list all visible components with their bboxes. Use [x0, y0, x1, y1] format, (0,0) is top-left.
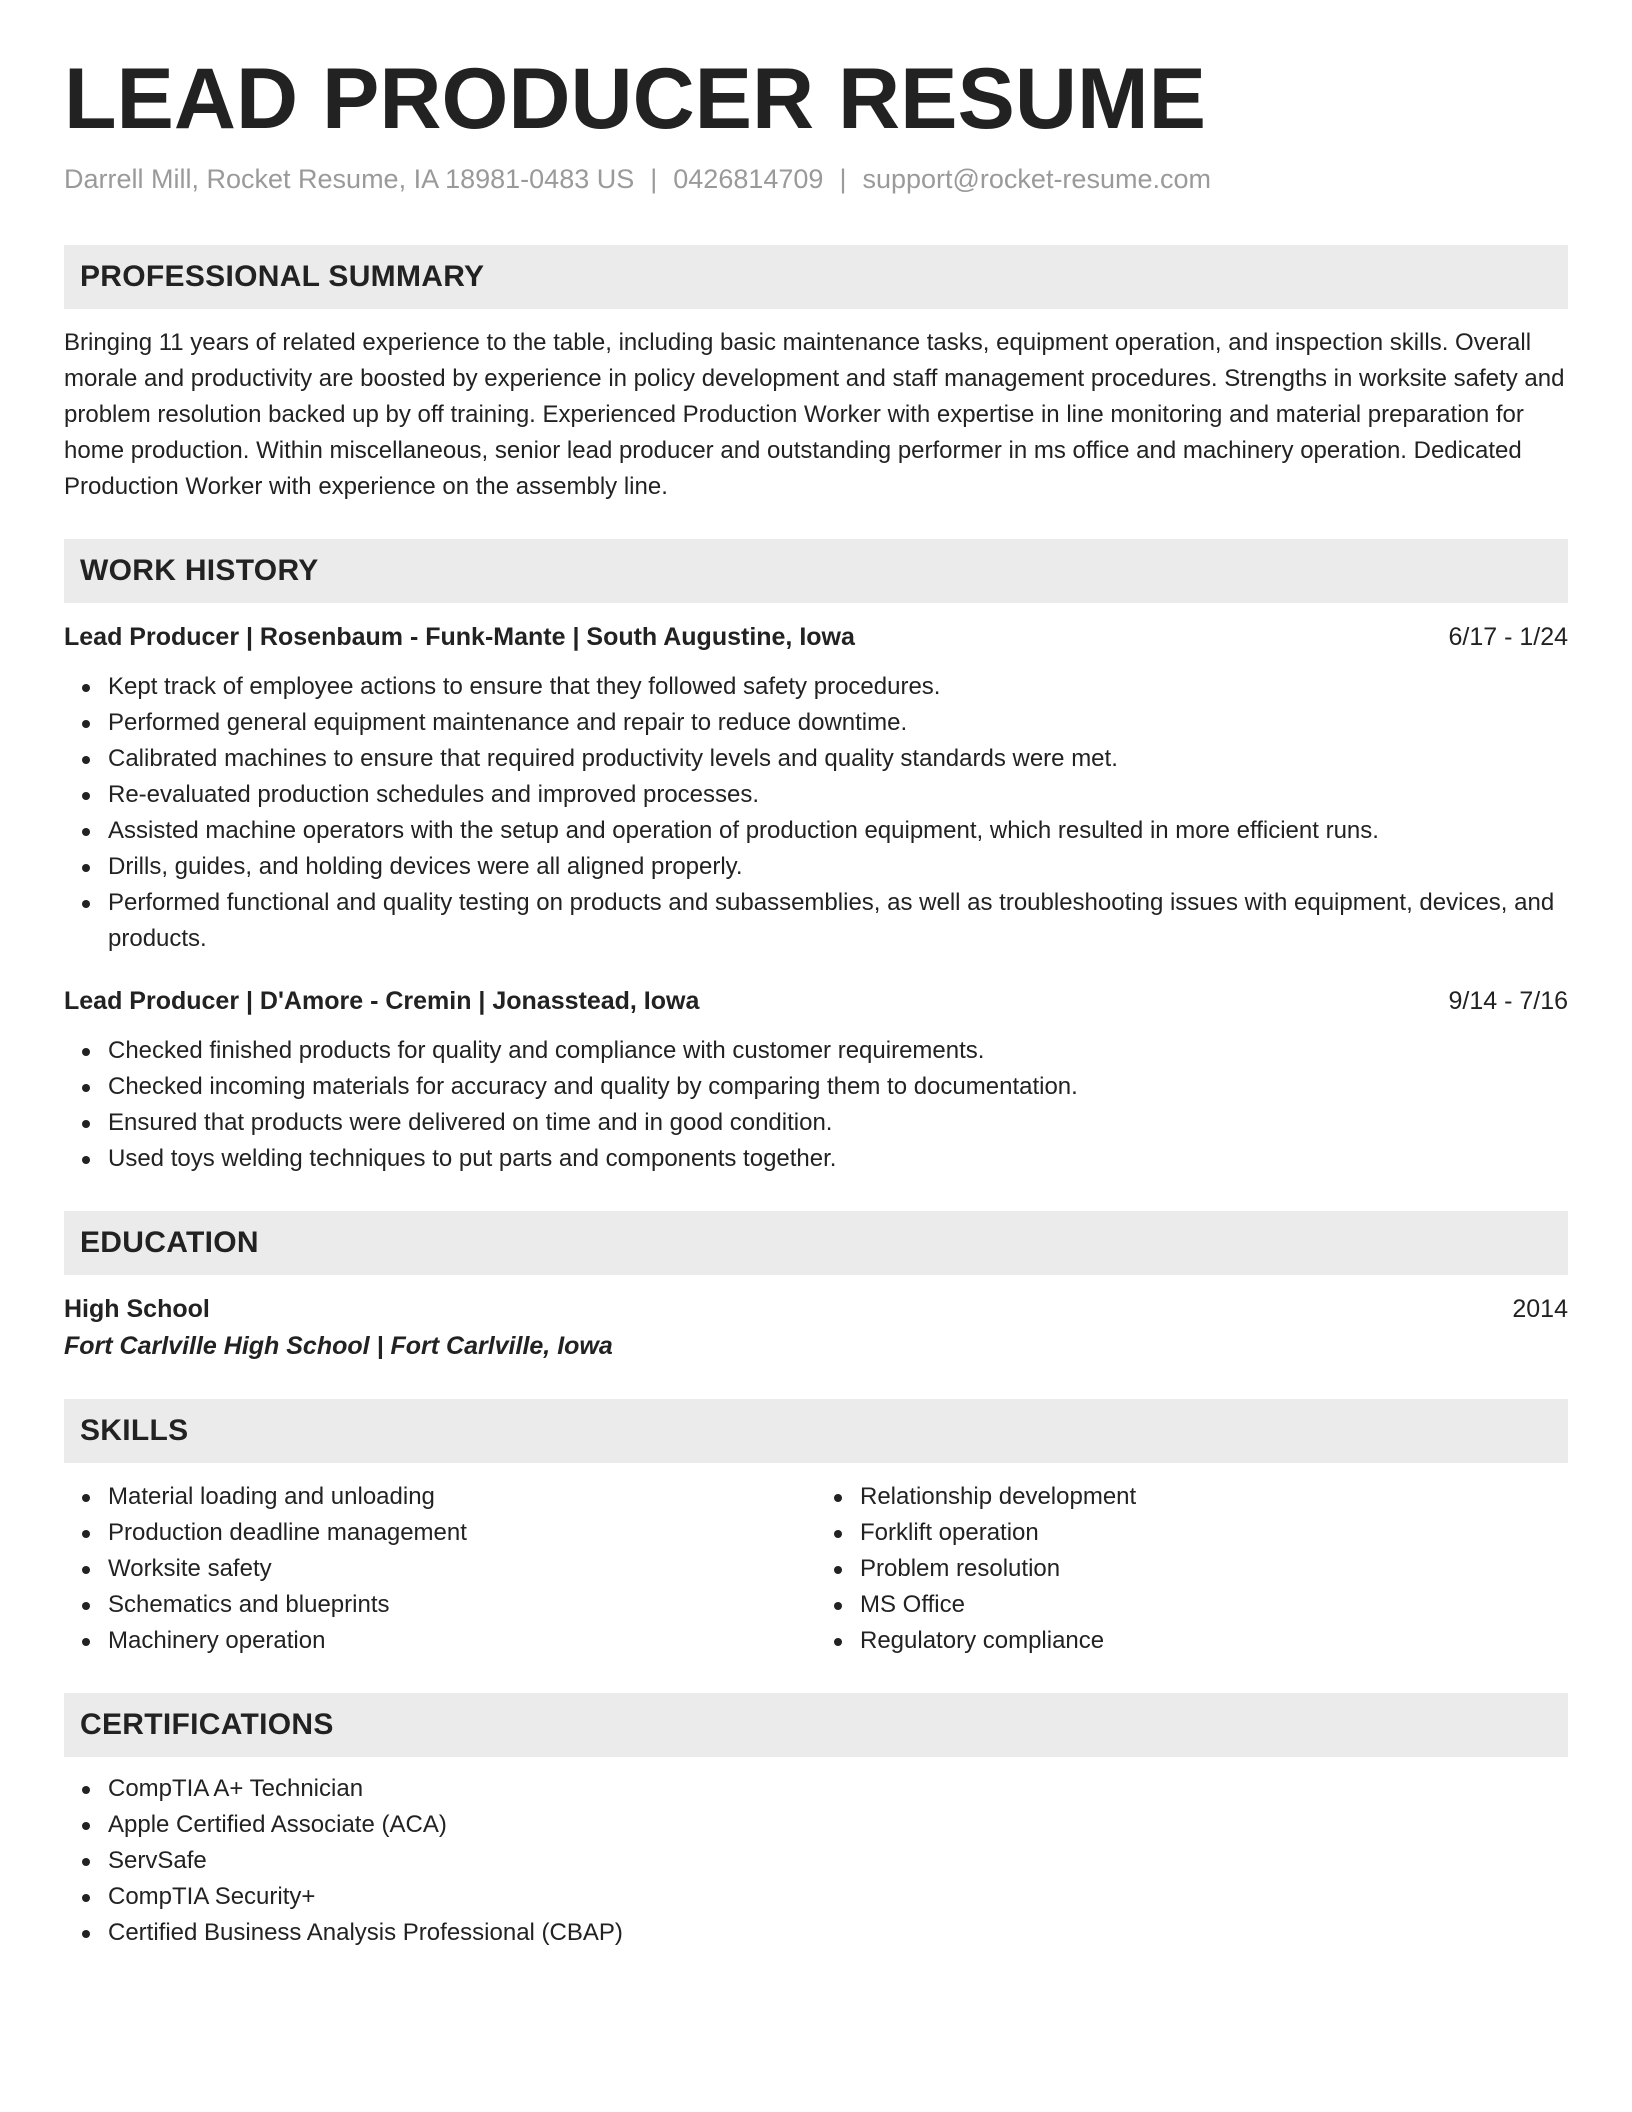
list-item: Relationship development: [860, 1479, 1568, 1515]
job-dates: 6/17 - 1/24: [1448, 623, 1568, 651]
list-item: Performed general equipment maintenance and repair to reduce downtime.: [108, 705, 1568, 741]
list-item: Apple Certified Associate (ACA): [108, 1807, 1568, 1843]
list-item: Certified Business Analysis Professional (CBAP): [108, 1915, 1568, 1951]
section-heading-work-history: WORK HISTORY: [64, 539, 1568, 603]
list-item: Ensured that products were delivered on time and in good condition.: [108, 1105, 1568, 1141]
list-item: Used toys welding techniques to put parts and components together.: [108, 1141, 1568, 1177]
list-item: Performed functional and quality testing on products and subassemblies, as well as troubleshooting issues with equipment, devices, and products.: [108, 885, 1568, 957]
list-item: Schematics and blueprints: [108, 1587, 816, 1623]
education-degree: High School: [64, 1295, 210, 1323]
list-item: Calibrated machines to ensure that required productivity levels and quality standards were met.: [108, 741, 1568, 777]
list-item: Checked incoming materials for accuracy and quality by comparing them to documentation.: [108, 1069, 1568, 1105]
list-item: CompTIA A+ Technician: [108, 1771, 1568, 1807]
job-bullet-list: [64, 669, 1568, 957]
list-item: Re-evaluated production schedules and improved processes.: [108, 777, 1568, 813]
skills-grid: [64, 1479, 1568, 1659]
list-item: Production deadline management: [108, 1515, 816, 1551]
education-school: Fort Carlville High School | Fort Carlville, Iowa: [64, 1332, 613, 1360]
certifications-list: [64, 1771, 1568, 1951]
section-heading-skills: SKILLS: [64, 1399, 1568, 1463]
skills-column-left: [64, 1479, 816, 1659]
section-heading-certifications: CERTIFICATIONS: [64, 1693, 1568, 1757]
contact-separator: |: [839, 164, 847, 194]
list-item: Assisted machine operators with the setup and operation of production equipment, which resulted in more efficient runs.: [108, 813, 1568, 849]
summary-text: Bringing 11 years of related experience to the table, including basic maintenance tasks, equipment operation, and inspection skills. Overall morale and productivity are boosted by experience in policy development and staff management procedures. Strengths in worksite safety and problem resolution backed up by off training. Experienced Production Worker with expertise in line monitoring and material preparation for home production. Within miscellaneous, senior lead producer and outstanding performer in ms office and machinery operation. Dedicated Production Worker with experience on the assembly line.: [64, 329, 1565, 500]
job-header: [64, 619, 1568, 655]
list-item: CompTIA Security+: [108, 1879, 1568, 1915]
list-item: Worksite safety: [108, 1551, 816, 1587]
contact-line: [64, 164, 1568, 195]
contact-phone: 0426814709: [673, 164, 824, 194]
education-header: [64, 1291, 1568, 1327]
list-item: Machinery operation: [108, 1623, 816, 1659]
education-year: 2014: [1512, 1295, 1568, 1323]
resume-title: LEAD PRODUCER RESUME: [64, 51, 1206, 147]
job-title: Lead Producer | D'Amore - Cremin | Jonasstead, Iowa: [64, 987, 700, 1015]
skills-column-right: [816, 1479, 1568, 1659]
list-item: MS Office: [860, 1587, 1568, 1623]
section-heading-education: EDUCATION: [64, 1211, 1568, 1275]
contact-separator: |: [650, 164, 658, 194]
contact-address: Darrell Mill, Rocket Resume, IA 18981-0483 US: [64, 164, 635, 194]
list-item: Regulatory compliance: [860, 1623, 1568, 1659]
job-header: [64, 983, 1568, 1019]
job-dates: 9/14 - 7/16: [1448, 987, 1568, 1015]
list-item: Drills, guides, and holding devices were all aligned properly.: [108, 849, 1568, 885]
list-item: Problem resolution: [860, 1551, 1568, 1587]
list-item: Checked finished products for quality and compliance with customer requirements.: [108, 1033, 1568, 1069]
list-item: Kept track of employee actions to ensure that they followed safety procedures.: [108, 669, 1568, 705]
list-item: ServSafe: [108, 1843, 1568, 1879]
contact-email: support@rocket-resume.com: [862, 164, 1211, 194]
job-title: Lead Producer | Rosenbaum - Funk-Mante | South Augustine, Iowa: [64, 623, 855, 651]
job-bullet-list: [64, 1033, 1568, 1177]
section-heading-summary: PROFESSIONAL SUMMARY: [64, 245, 1568, 309]
list-item: Forklift operation: [860, 1515, 1568, 1551]
list-item: Material loading and unloading: [108, 1479, 816, 1515]
